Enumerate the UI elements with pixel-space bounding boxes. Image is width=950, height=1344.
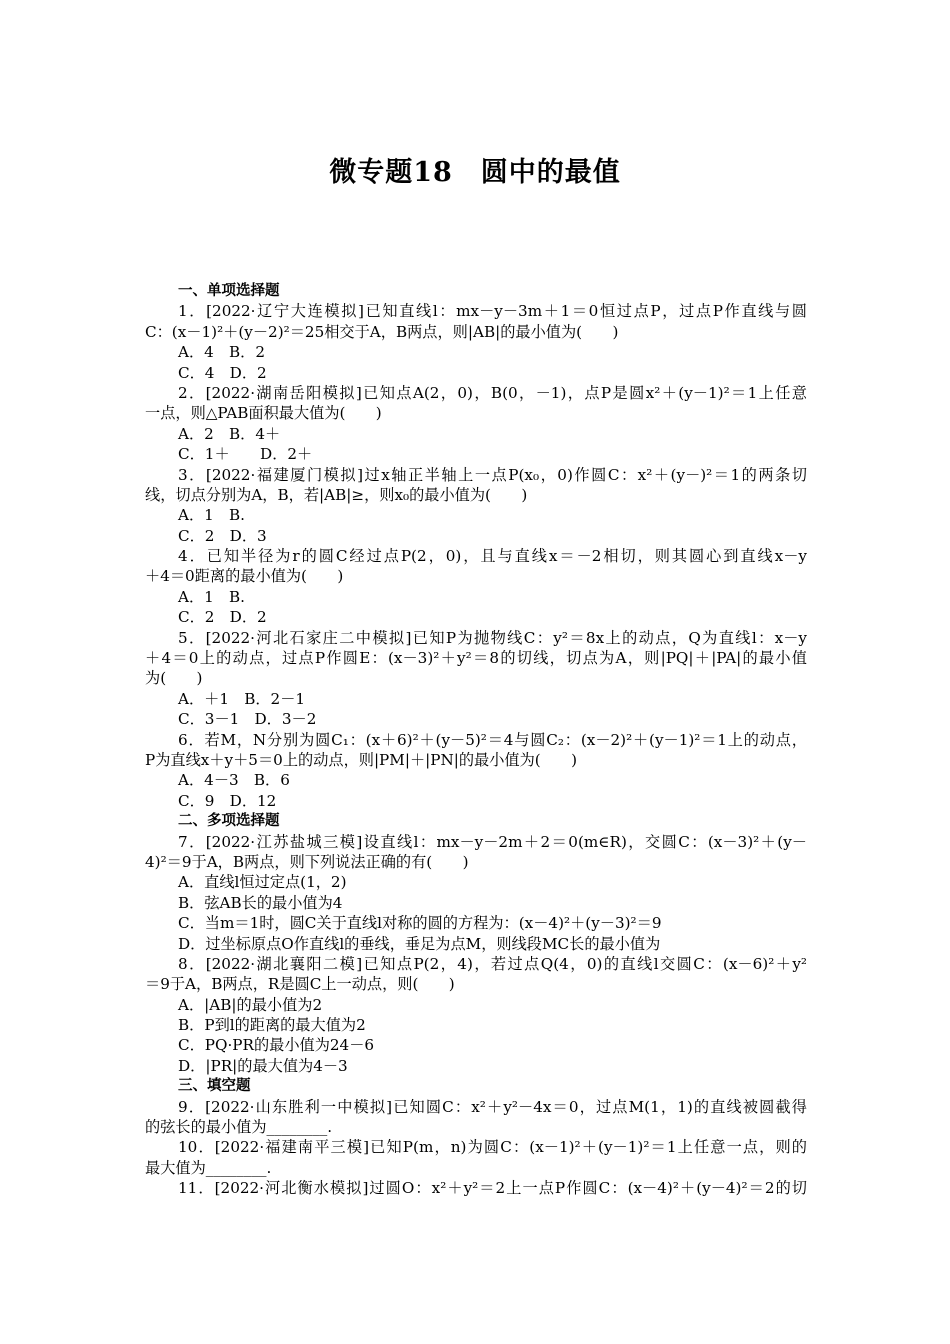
- question-5-line-3: 为( ): [145, 669, 203, 688]
- section-heading: 一、单项选择题: [178, 283, 280, 299]
- question-11-line-1: 11．[2022·河北衡水模拟]过圆O：x²＋y²＝2上一点P作圆C：(x－4)²＋(y－4)²＝2的切: [178, 1179, 807, 1198]
- section-heading: 二、多项选择题: [178, 813, 280, 830]
- question-3-options-cd: C．2 D．3: [178, 526, 267, 545]
- question-1-options-cd: C．4 D．2: [178, 363, 267, 382]
- question-2-options-ab: A．2 B．4＋: [178, 424, 281, 443]
- question-10-line-2: 最大值为________.: [145, 1158, 272, 1177]
- question-9-line-2: 的弦长的最小值为________.: [145, 1118, 333, 1137]
- question-8-option-b: B．P到l的距离的最大值为2: [178, 1016, 366, 1035]
- question-7-option-b: B．弦AB长的最小值为4: [178, 893, 343, 912]
- question-10-line-1: 10．[2022·福建南平三模]已知P(m，n)为圆C：(x－1)²＋(y－1)²＝1上任意一点，则的: [178, 1138, 807, 1157]
- question-7-option-a: A．直线l恒过定点(1，2): [178, 873, 347, 892]
- section-heading: 三、填空题: [178, 1078, 251, 1095]
- question-8-line-1: 8．[2022·湖北襄阳二模]已知点P(2，4)，若过点Q(4，0)的直线l交圆C：(x－6)²＋y²: [178, 954, 807, 973]
- question-4-line-1: 4．已知半径为r的圆C经过点P(2，0)，且与直线x＝－2相切，则其圆心到直线x－y: [178, 547, 807, 566]
- question-5-options-ab: A．＋1 B．2－1: [178, 689, 306, 708]
- question-3-options-ab: A．1 B.: [178, 506, 245, 525]
- question-1-line-2: C：(x－1)²＋(y－2)²＝25相交于A，B两点，则|AB|的最小值为( ): [145, 322, 619, 341]
- question-3-line-1: 3．[2022·福建厦门模拟]过x轴正半轴上一点P(x₀，0)作圆C：x²＋(y－)²＝1的两条切: [178, 465, 807, 484]
- question-4-options-cd: C．2 D．2: [178, 608, 267, 627]
- question-6-options-cd: C．9 D．12: [178, 791, 277, 810]
- question-1-line-1: 1．[2022·辽宁大连模拟]已知直线l：mx－y－3m＋1＝0恒过点P，过点P作直线与圆: [178, 302, 807, 321]
- question-5-options-cd: C．3－1 D．3－2: [178, 710, 317, 729]
- question-8-line-2: ＝9于A，B两点，R是圆C上一动点，则( ): [145, 975, 455, 994]
- question-5-line-2: ＋4＝0上的动点，过点P作圆E：(x－3)²＋y²＝8的切线，切点为A，则|PQ|＋|PA|的最小值: [145, 649, 807, 668]
- question-9-line-1: 9．[2022·山东胜利一中模拟]已知圆C：x²＋y²－4x＝0，过点M(1，1)的直线被圆截得: [178, 1097, 807, 1116]
- question-2-line-2: 一点，则△PAB面积最大值为( ): [145, 404, 382, 423]
- page-title: 微专题18 圆中的最值: [329, 157, 621, 188]
- question-2-line-1: 2．[2022·湖南岳阳模拟]已知点A(2，0)，B(0，－1)，点P是圆x²＋(y－1)²＝1上任意: [178, 383, 807, 402]
- question-7-option-d: D．过坐标原点O作直线l的垂线，垂足为点M，则线段MC长的最小值为: [178, 934, 661, 953]
- question-7-option-c: C．当m＝1时，圆C关于直线l对称的圆的方程为：(x－4)²＋(y－3)²＝9: [178, 914, 662, 933]
- question-8-option-c: C．PQ·PR的最小值为24－6: [178, 1036, 375, 1055]
- question-1-options-ab: A．4 B．2: [178, 343, 266, 362]
- question-6-line-2: P为直线x＋y＋5＝0上的动点，则|PM|＋|PN|的最小值为( ): [145, 750, 578, 769]
- question-6-options-ab: A．4－3 B．6: [178, 771, 290, 790]
- question-8-option-a: A．|AB|的最小值为2: [178, 995, 323, 1014]
- question-6-line-1: 6．若M，N分别为圆C₁：(x＋6)²＋(y－5)²＝4与圆C₂：(x－2)²＋(y－1)²＝1上的动点，: [178, 730, 807, 749]
- question-4-options-ab: A．1 B.: [178, 587, 245, 606]
- question-4-line-2: ＋4＝0距离的最小值为( ): [145, 567, 344, 586]
- question-7-line-2: 4)²＝9于A，B两点，则下列说法正确的有( ): [145, 852, 469, 871]
- question-5-line-1: 5．[2022·河北石家庄二中模拟]已知P为抛物线C：y²＝8x上的动点，Q为直线l：x－y: [178, 628, 807, 647]
- question-7-line-1: 7．[2022·江苏盐城三模]设直线l：mx－y－2m＋2＝0(m∈R)，交圆C：(x－3)²＋(y－: [178, 832, 807, 851]
- question-8-option-d: D．|PR|的最大值为4－3: [178, 1056, 348, 1075]
- question-3-line-2: 线，切点分别为A，B，若|AB|≥，则x₀的最小值为( ): [145, 485, 528, 504]
- worksheet-body: [145, 281, 807, 1199]
- question-2-options-cd: C．1＋ D．2＋: [178, 445, 313, 464]
